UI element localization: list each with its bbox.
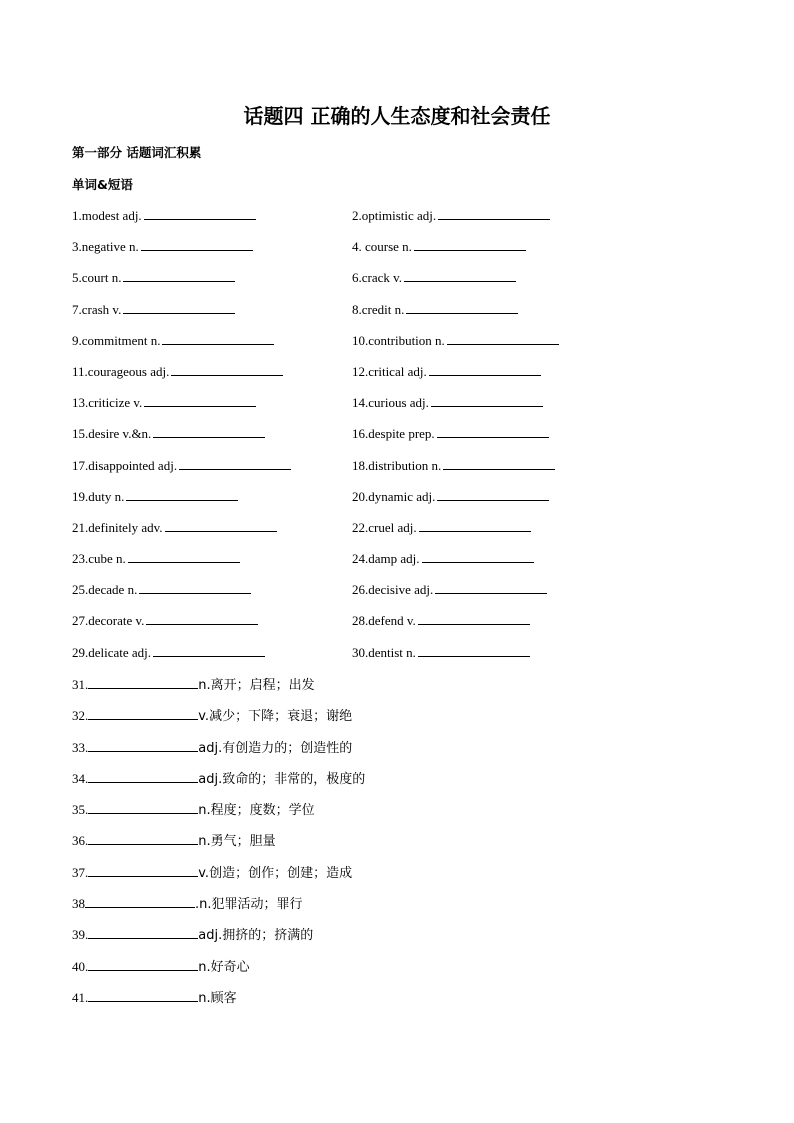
item-number: 33. bbox=[72, 739, 89, 755]
vocab-row bbox=[72, 610, 752, 641]
vocab-item bbox=[352, 642, 530, 664]
chinese-meaning: n.程度；度数；学位 bbox=[198, 803, 315, 819]
vocab-term: 7.crash v. bbox=[72, 301, 122, 317]
answer-blank[interactable] bbox=[162, 330, 274, 345]
item-number: 36. bbox=[72, 833, 89, 849]
fill-in-item bbox=[72, 674, 752, 705]
answer-blank[interactable] bbox=[88, 768, 198, 783]
vocab-row bbox=[72, 455, 752, 486]
vocab-item bbox=[72, 361, 283, 383]
vocab-item bbox=[352, 205, 550, 227]
answer-blank[interactable] bbox=[123, 267, 235, 282]
answer-blank[interactable] bbox=[437, 486, 549, 501]
vocab-row bbox=[72, 205, 752, 236]
vocab-term: 18.distribution n. bbox=[352, 457, 442, 473]
vocab-row bbox=[72, 299, 752, 330]
fill-in-item bbox=[72, 705, 752, 736]
vocab-term: 15.desire v.&n. bbox=[72, 426, 152, 442]
vocab-term: 27.decorate v. bbox=[72, 613, 145, 629]
chinese-meaning: n.顾客 bbox=[198, 990, 237, 1006]
item-number: 40. bbox=[72, 958, 89, 974]
vocab-term: 10.contribution n. bbox=[352, 332, 445, 348]
vocab-term: 13.criticize v. bbox=[72, 395, 143, 411]
vocab-term: 3.negative n. bbox=[72, 239, 139, 255]
chinese-meaning: adj.有创造力的；创造性的 bbox=[198, 740, 353, 756]
vocab-row bbox=[72, 267, 752, 298]
vocab-item bbox=[352, 361, 541, 383]
vocab-item bbox=[72, 236, 253, 258]
vocab-item bbox=[352, 486, 549, 508]
answer-blank[interactable] bbox=[406, 299, 518, 314]
answer-blank[interactable] bbox=[422, 548, 534, 563]
vocab-row bbox=[72, 423, 752, 454]
answer-blank[interactable] bbox=[437, 423, 549, 438]
vocab-term: 17.disappointed adj. bbox=[72, 457, 178, 473]
answer-blank[interactable] bbox=[443, 455, 555, 470]
vocab-row bbox=[72, 579, 752, 610]
vocab-term: 22.cruel adj. bbox=[352, 519, 417, 535]
answer-blank[interactable] bbox=[88, 987, 198, 1002]
answer-blank[interactable] bbox=[88, 956, 198, 971]
answer-blank[interactable] bbox=[88, 862, 198, 877]
item-number: 32. bbox=[72, 708, 89, 724]
answer-blank[interactable] bbox=[165, 517, 277, 532]
section-heading-words-phrases: 单词&短语 bbox=[72, 177, 133, 192]
chinese-meaning: v.创造；创作；创建；造成 bbox=[198, 865, 353, 881]
item-number: 41. bbox=[72, 989, 89, 1005]
answer-blank[interactable] bbox=[88, 705, 198, 720]
answer-blank[interactable] bbox=[144, 392, 256, 407]
item-number: 35. bbox=[72, 802, 89, 818]
vocab-term: 24.damp adj. bbox=[352, 551, 420, 567]
vocab-term: 5.court n. bbox=[72, 270, 122, 286]
fill-in-item bbox=[72, 987, 752, 1018]
vocab-term: 12.critical adj. bbox=[352, 363, 427, 379]
vocab-term: 8.credit n. bbox=[352, 301, 405, 317]
vocab-item bbox=[72, 610, 258, 632]
chinese-meaning: n.勇气；胆量 bbox=[198, 834, 276, 850]
answer-blank[interactable] bbox=[435, 579, 547, 594]
answer-blank[interactable] bbox=[153, 642, 265, 657]
vocab-row bbox=[72, 330, 752, 361]
answer-blank[interactable] bbox=[418, 610, 530, 625]
answer-blank[interactable] bbox=[146, 610, 258, 625]
answer-blank[interactable] bbox=[88, 799, 198, 814]
vocab-term: 29.delicate adj. bbox=[72, 644, 152, 660]
vocab-term: 11.courageous adj. bbox=[72, 363, 170, 379]
item-number: 31. bbox=[72, 677, 89, 692]
answer-blank[interactable] bbox=[414, 236, 526, 251]
vocab-row bbox=[72, 517, 752, 548]
fill-in-list bbox=[72, 674, 752, 1018]
answer-blank[interactable] bbox=[144, 205, 256, 220]
answer-blank[interactable] bbox=[171, 361, 283, 376]
vocab-row bbox=[72, 236, 752, 267]
chinese-meaning: .n.犯罪活动；罪行 bbox=[195, 897, 303, 913]
item-number: 39. bbox=[72, 927, 89, 943]
fill-in-item bbox=[72, 956, 752, 987]
vocab-item bbox=[352, 579, 547, 601]
item-number: 37. bbox=[72, 864, 89, 880]
answer-blank[interactable] bbox=[88, 830, 198, 845]
vocab-term: 6.crack v. bbox=[352, 270, 403, 286]
answer-blank[interactable] bbox=[123, 299, 235, 314]
vocab-item bbox=[72, 423, 265, 445]
vocab-item bbox=[72, 642, 265, 664]
vocab-item bbox=[352, 236, 526, 258]
chinese-meaning: adj.致命的；非常的，极度的 bbox=[198, 771, 366, 787]
fill-in-item bbox=[72, 768, 752, 799]
vocab-term: 9.commitment n. bbox=[72, 332, 161, 348]
answer-blank[interactable] bbox=[88, 924, 198, 939]
vocab-term: 2.optimistic adj. bbox=[352, 208, 437, 223]
vocab-item bbox=[72, 486, 238, 508]
vocab-item bbox=[72, 299, 235, 321]
answer-blank[interactable] bbox=[85, 893, 195, 908]
section-heading-part-one: 第一部分 话题词汇积累 bbox=[72, 145, 202, 160]
answer-blank[interactable] bbox=[447, 330, 559, 345]
vocab-term: 16.despite prep. bbox=[352, 426, 435, 442]
vocab-item bbox=[352, 392, 543, 414]
vocab-item bbox=[72, 267, 235, 289]
item-number: 38 bbox=[72, 896, 85, 912]
vocab-item bbox=[72, 579, 251, 601]
vocab-row bbox=[72, 548, 752, 579]
vocab-term: 21.definitely adv. bbox=[72, 519, 163, 535]
answer-blank[interactable] bbox=[404, 267, 516, 282]
answer-blank[interactable] bbox=[141, 236, 253, 251]
vocab-term: 30.dentist n. bbox=[352, 644, 416, 660]
fill-in-item bbox=[72, 799, 752, 830]
answer-blank[interactable] bbox=[179, 455, 291, 470]
item-number: 34. bbox=[72, 770, 89, 786]
vocab-row bbox=[72, 392, 752, 423]
page-title: 话题四 正确的人生态度和社会责任 bbox=[243, 104, 551, 128]
answer-blank[interactable] bbox=[139, 579, 251, 594]
chinese-meaning: adj.拥挤的；挤满的 bbox=[198, 928, 314, 944]
vocab-item bbox=[72, 330, 274, 352]
fill-in-item bbox=[72, 924, 752, 955]
answer-blank[interactable] bbox=[431, 392, 543, 407]
vocab-item bbox=[72, 455, 291, 477]
answer-blank[interactable] bbox=[128, 548, 240, 563]
answer-blank[interactable] bbox=[438, 205, 550, 220]
vocab-row bbox=[72, 642, 752, 673]
vocab-item bbox=[352, 330, 559, 352]
vocab-term: 20.dynamic adj. bbox=[352, 488, 436, 504]
vocab-item bbox=[352, 267, 516, 289]
answer-blank[interactable] bbox=[126, 486, 238, 501]
chinese-meaning: v.减少；下降；衰退；谢绝 bbox=[198, 709, 353, 725]
vocab-item bbox=[352, 610, 530, 632]
chinese-meaning: n.离开；启程；出发 bbox=[198, 678, 315, 693]
fill-in-item bbox=[72, 893, 752, 924]
vocab-grid bbox=[72, 205, 752, 673]
answer-blank[interactable] bbox=[418, 642, 530, 657]
vocab-item bbox=[72, 548, 240, 570]
vocab-term: 28.defend v. bbox=[352, 613, 416, 629]
vocab-term: 26.decisive adj. bbox=[352, 582, 434, 598]
answer-blank[interactable] bbox=[153, 423, 265, 438]
vocab-item bbox=[352, 299, 518, 321]
vocab-term: 23.cube n. bbox=[72, 551, 126, 567]
vocab-item bbox=[352, 517, 531, 539]
vocab-item bbox=[72, 517, 277, 539]
vocab-term: 1.modest adj. bbox=[72, 208, 142, 223]
answer-blank[interactable] bbox=[88, 737, 198, 752]
vocab-term: 19.duty n. bbox=[72, 488, 125, 504]
chinese-meaning: n.好奇心 bbox=[198, 959, 250, 975]
vocab-item bbox=[72, 392, 256, 414]
vocab-item bbox=[352, 548, 534, 570]
vocab-term: 4. course n. bbox=[352, 239, 412, 255]
vocab-item bbox=[352, 423, 549, 445]
answer-blank[interactable] bbox=[419, 517, 531, 532]
vocab-term: 25.decade n. bbox=[72, 582, 138, 598]
vocab-term: 14.curious adj. bbox=[352, 395, 429, 411]
vocab-item bbox=[352, 455, 555, 477]
fill-in-item bbox=[72, 737, 752, 768]
vocab-row bbox=[72, 361, 752, 392]
vocab-item bbox=[72, 205, 256, 227]
answer-blank[interactable] bbox=[88, 674, 198, 689]
fill-in-item bbox=[72, 830, 752, 861]
vocab-row bbox=[72, 486, 752, 517]
answer-blank[interactable] bbox=[429, 361, 541, 376]
fill-in-item bbox=[72, 862, 752, 893]
